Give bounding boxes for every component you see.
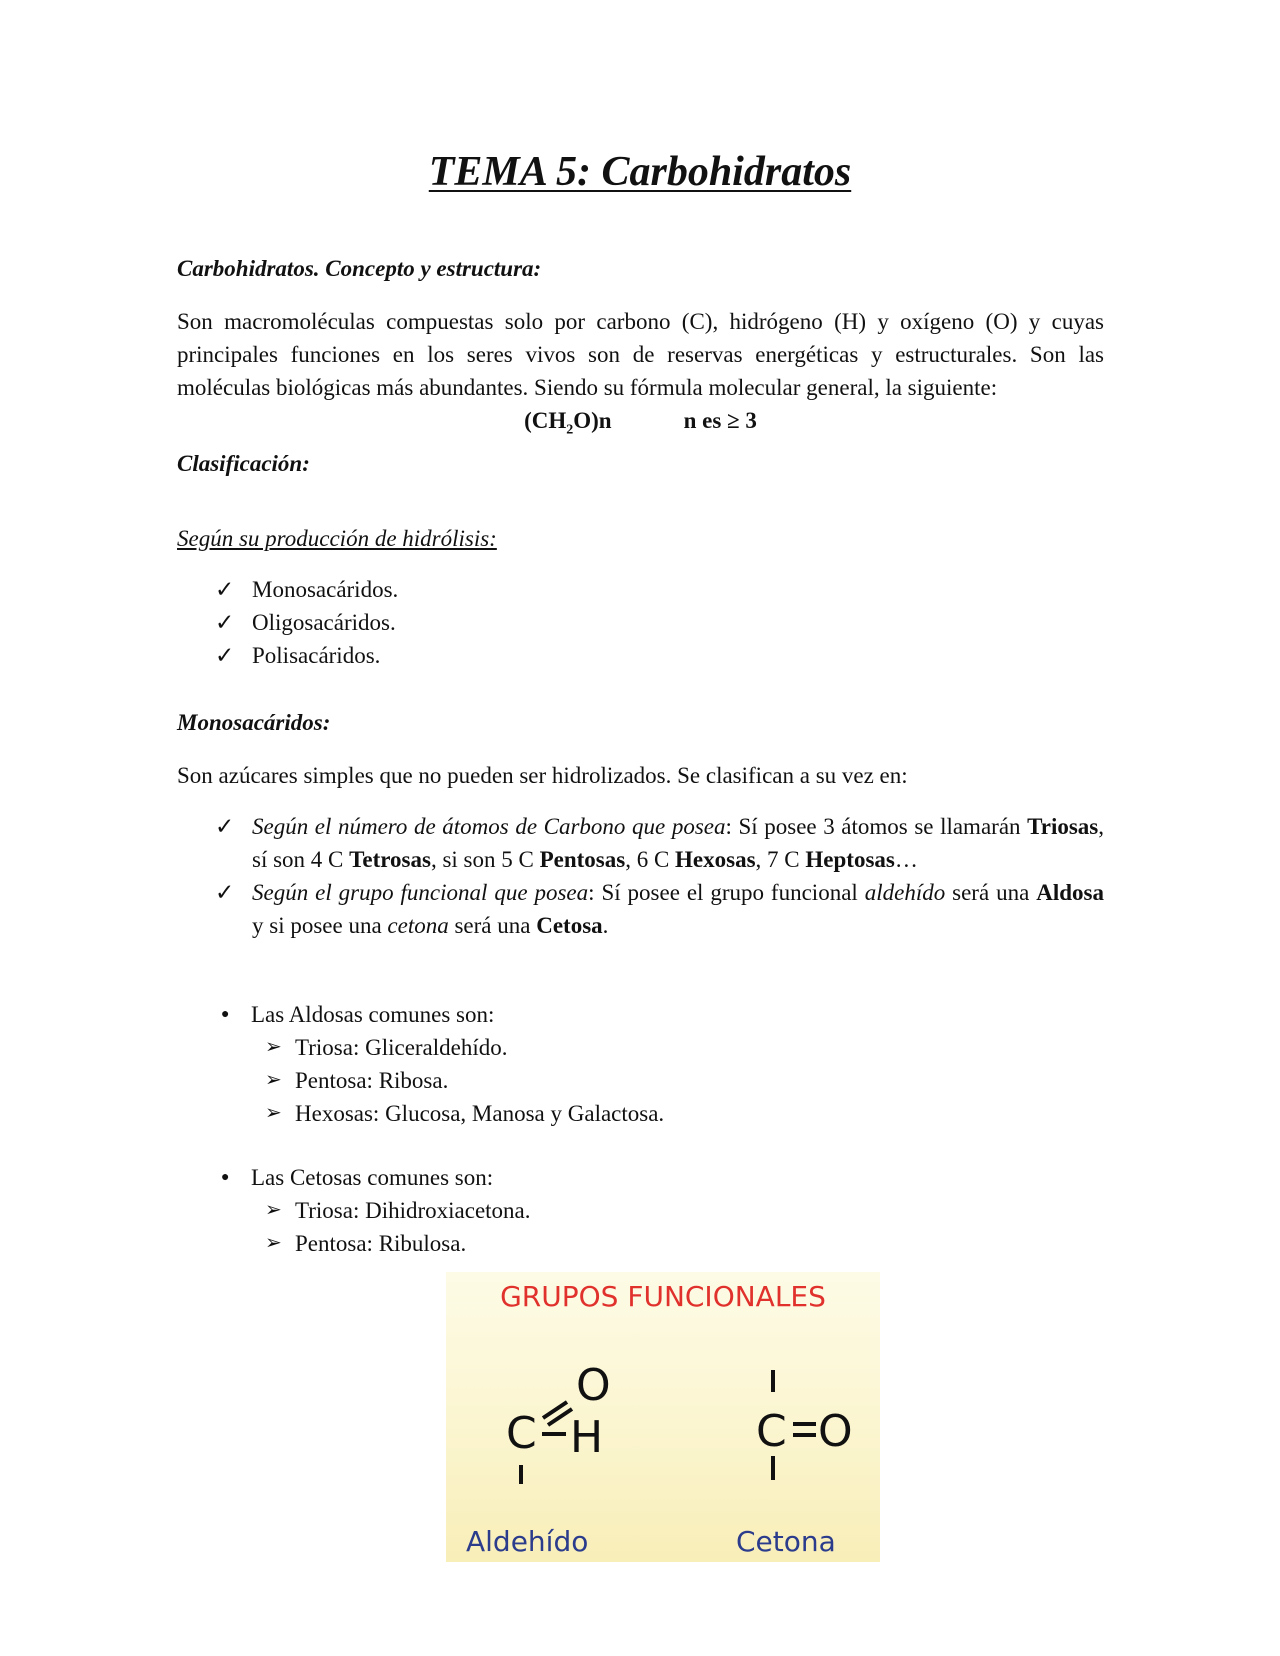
aldehyde-label: Aldehído <box>466 1525 589 1558</box>
ketone-carbon: C <box>756 1406 787 1457</box>
list-item: ➢ Pentosa: Ribulosa. <box>265 1227 1104 1260</box>
arrow-icon: ➢ <box>265 1102 282 1124</box>
check-icon: ✓ <box>215 610 235 635</box>
bullet-icon: ● <box>221 1170 230 1185</box>
aldehyde-oxygen: O <box>576 1360 611 1411</box>
check-icon: ✓ <box>215 643 235 668</box>
section-heading: Monosacáridos: <box>177 710 331 735</box>
aldehyde-carbon: C <box>506 1408 537 1459</box>
check-icon: ✓ <box>215 577 235 602</box>
list-item: ➢ Triosa: Gliceraldehído. <box>265 1031 1104 1064</box>
section-heading: Clasificación: <box>177 450 310 476</box>
figure-title: GRUPOS FUNCIONALES <box>500 1280 826 1313</box>
section-hidrolisis <box>177 522 1104 672</box>
aldosas-list <box>177 998 1104 1130</box>
list-item: ✓ Oligosacáridos. <box>215 606 1104 639</box>
arrow-icon: ➢ <box>265 1036 282 1058</box>
functional-groups-figure <box>446 1272 880 1562</box>
arrow-icon: ➢ <box>265 1232 282 1254</box>
check-icon: ✓ <box>215 880 235 905</box>
arrow-icon: ➢ <box>265 1199 282 1221</box>
mono-criteria-list <box>177 810 1104 942</box>
aldehyde-structure <box>506 1360 611 1484</box>
list-item: ✓ Polisacáridos. <box>215 639 1104 672</box>
cetosas-section <box>177 1161 1104 1260</box>
aldehyde-hydrogen: H <box>570 1412 604 1463</box>
arrow-icon: ➢ <box>265 1069 282 1091</box>
list-item: ✓ Monosacáridos. <box>215 573 1104 606</box>
ketone-label: Cetona <box>736 1525 836 1558</box>
aldosas-sublist <box>251 1031 1104 1130</box>
ketone-structure <box>756 1370 853 1480</box>
subheading: Según su producción de hidrólisis: <box>177 526 497 551</box>
cetosas-sublist <box>251 1194 1104 1260</box>
section-heading: Carbohidratos. Concepto y estructura: <box>177 256 542 281</box>
list-item: ➢ Pentosa: Ribosa. <box>265 1064 1104 1097</box>
aldosas-section <box>177 998 1104 1130</box>
check-icon: ✓ <box>215 814 235 839</box>
list-item: ● Las Cetosas comunes son: ➢ Triosa: Dihidroxiacetona. ➢ Pentosa: Ribulosa. <box>221 1161 1104 1260</box>
structures-diagram <box>446 1272 880 1562</box>
section-monosacaridos <box>177 706 1104 942</box>
formula: $(CH_2O)n$ n es ≥ 3 <box>524 408 757 438</box>
list-item: ➢ Triosa: Dihidroxiacetona. <box>265 1194 1104 1227</box>
page-title: TEMA 5: Carbohidratos <box>428 149 852 195</box>
concept-paragraph: Son macromoléculas compuestas solo por carbono (C), hidrógeno (H) y oxígeno (O) y cuyas principales funciones en los seres vivos son de reservas energéticas y estructurales. Son las moléculas biológicas más abundantes. Siendo su fórmula molecular general, la siguiente: <box>177 309 1104 400</box>
section-concepto <box>177 252 1104 480</box>
formula-condition: n es ≥ 3 <box>683 408 757 433</box>
list-item: ➢ Hexosas: Glucosa, Manosa y Galactosa. <box>265 1097 1104 1130</box>
ketone-oxygen: O <box>818 1406 853 1457</box>
cetosas-list <box>177 1161 1104 1260</box>
list-item: ✓ Según el número de átomos de Carbono que posea: Sí posee 3 átomos se llamarán Triosas, sí son 4 C Tetrosas, si son 5 C Pentosas, 6 C Hexosas, 7 C Heptosas… <box>215 810 1104 876</box>
bullet-icon: ● <box>221 1007 230 1022</box>
list-item: ✓ Según el grupo funcional que posea: Sí posee el grupo funcional aldehído será una Aldosa y si posee una cetona será una Cetosa. <box>215 876 1104 942</box>
hidrolisis-list <box>177 573 1104 672</box>
list-item: ● Las Aldosas comunes son: ➢ Triosa: Gliceraldehído. ➢ Pentosa: Ribosa. ➢ Hexosas: Glucosa, Manosa y Galactosa. <box>221 998 1104 1130</box>
mono-paragraph: Son azúcares simples que no pueden ser hidrolizados. Se clasifican a su vez en: <box>177 763 908 788</box>
